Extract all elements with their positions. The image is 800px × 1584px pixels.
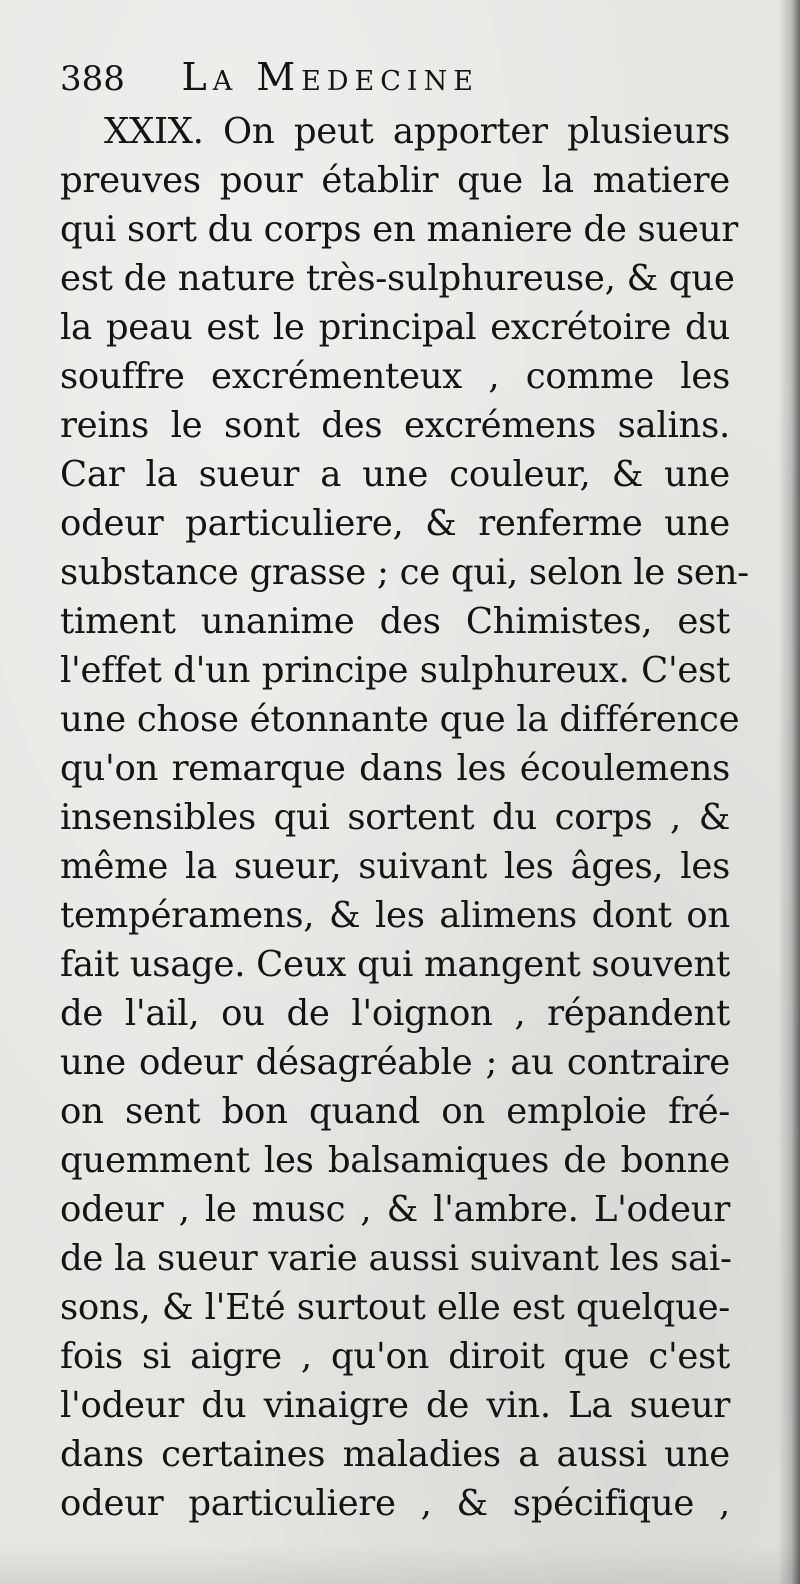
text-line: timent unanime des Chimistes, est xyxy=(60,601,730,642)
body-text xyxy=(60,107,749,1528)
text-line: une chose étonnante que la différence xyxy=(60,699,740,740)
text-line: qu'on remarque dans les écoulemens xyxy=(60,748,730,789)
text-line: sons, & l'Eté surtout elle est quelque- xyxy=(60,1287,730,1328)
text-line: l'odeur du vinaigre de vin. La sueur xyxy=(60,1385,730,1426)
text-line: la peau est le principal excrétoire du xyxy=(60,307,730,348)
text-line: de l'ail, ou de l'oignon , répandent xyxy=(60,993,730,1034)
text-line: tempéramens, & les alimens dont on xyxy=(60,895,730,936)
text-line: souffre excrémenteux , comme les xyxy=(60,356,730,397)
text-line: odeur , le musc , & l'ambre. L'odeur xyxy=(60,1189,730,1230)
text-line: même la sueur, suivant les âges, les xyxy=(60,846,730,887)
text-line: dans certaines maladies a aussi une xyxy=(60,1434,730,1475)
text-line: l'effet d'un principe sulphureux. C'est xyxy=(60,650,730,691)
text-line: preuves pour établir que la matiere xyxy=(60,160,730,201)
text-line: on sent bon quand on emploie fré- xyxy=(60,1091,730,1132)
text-line: qui sort du corps en maniere de sueur xyxy=(60,209,738,250)
text-line: est de nature très-sulphureuse, & que xyxy=(60,258,735,299)
text-line: quemment les balsamiques de bonne xyxy=(60,1140,730,1181)
page-bottom-shade xyxy=(0,1544,800,1584)
running-title: La Medecine xyxy=(181,55,479,99)
text-line: une odeur désagréable ; au contraire xyxy=(60,1042,730,1083)
page-edge-shadow xyxy=(778,0,800,1584)
text-line: reins le sont des excrémens salins. xyxy=(60,405,730,446)
page-header xyxy=(60,52,740,102)
page-number: 388 xyxy=(60,59,125,99)
text-line: de la sueur varie aussi suivant les sai- xyxy=(60,1238,732,1279)
text-line: insensibles qui sortent du corps , & xyxy=(60,797,730,838)
text-line: fois si aigre , qu'on diroit que c'est xyxy=(60,1336,730,1377)
text-line: fait usage. Ceux qui mangent souvent xyxy=(60,944,731,985)
text-line: XXIX. On peut apporter plusieurs xyxy=(104,111,730,152)
text-line: substance grasse ; ce qui, selon le sen- xyxy=(60,552,749,593)
text-line: odeur particuliere , & spécifique , xyxy=(60,1483,730,1524)
text-line: odeur particuliere, & renferme une xyxy=(60,503,730,544)
text-line: Car la sueur a une couleur, & une xyxy=(60,454,730,495)
